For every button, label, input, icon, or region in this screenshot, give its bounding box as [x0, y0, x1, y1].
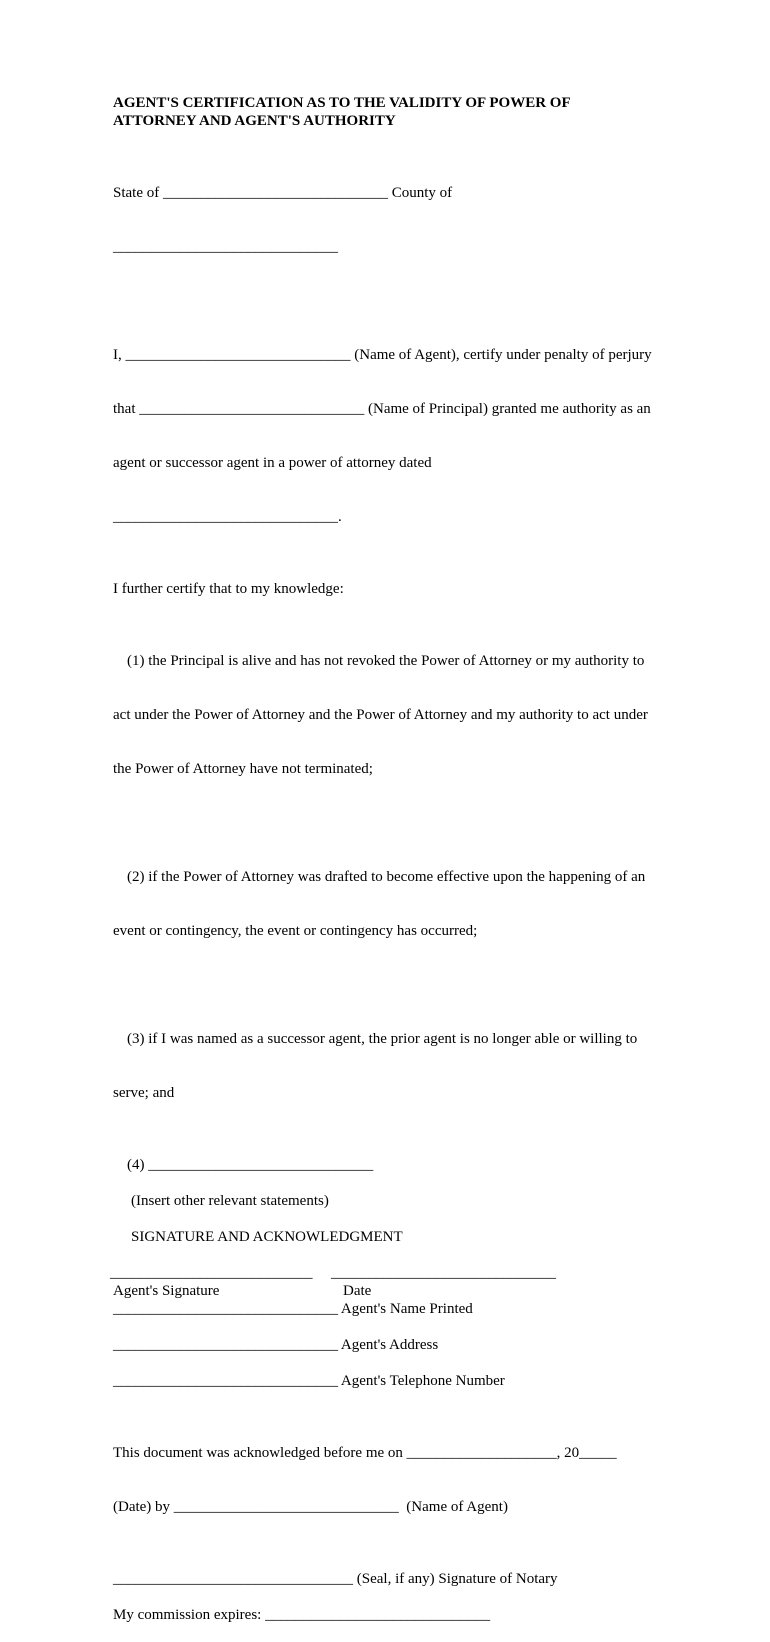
item-3-line-1: (3) if I was named as a successor agent, the prior agent is no longer able or willing to [127, 1031, 638, 1047]
notary-signature-line: ________________________________ (Seal, if any) Signature of Notary [113, 1571, 558, 1587]
item-2-line-1: (2) if the Power of Attorney was drafted to become effective upon the happening of an [127, 869, 646, 885]
item-1-line-1: (1) the Principal is alive and has not revoked the Power of Attorney or my authority to [127, 653, 645, 669]
agent-address: ______________________________ Agent's Address [113, 1337, 439, 1353]
commission-expires: My commission expires: ______________________________ [113, 1607, 491, 1623]
certify-line-3: agent or successor agent in a power of attorney dated [113, 455, 432, 471]
further-certify: I further certify that to my knowledge: [113, 581, 344, 597]
state-county-block [113, 148, 673, 292]
state-county-line-2: ______________________________ [113, 239, 338, 255]
agent-telephone: ______________________________ Agent's Telephone Number [113, 1373, 505, 1389]
certify-line-2: that ______________________________ (Name of Principal) granted me authority as an [113, 401, 651, 417]
agent-name-printed: ______________________________ Agent's Name Printed [113, 1301, 473, 1317]
certify-line-1: I, ______________________________ (Name of Agent), certify under penalty of perjury [113, 347, 652, 363]
document-page [110, 94, 673, 1642]
item-1 [113, 616, 673, 814]
item-3-line-2: serve; and [113, 1085, 175, 1101]
signature-acknowledgment-heading: SIGNATURE AND ACKNOWLEDGMENT [131, 1229, 403, 1245]
certification-paragraph [113, 310, 673, 562]
item-1-line-2: act under the Power of Attorney and the Power of Attorney and my authority to act under [113, 707, 648, 723]
item-4: (4) ______________________________ [127, 1157, 374, 1173]
item-2 [113, 832, 673, 976]
item-3 [113, 994, 673, 1138]
item-2-line-2: event or contingency, the event or contingency has occurred; [113, 923, 478, 939]
agent-signature-label: Agent's Signature [113, 1283, 220, 1299]
agent-signature-blank: ___________________________ [110, 1265, 313, 1281]
title-line-1: AGENT'S CERTIFICATION AS TO THE VALIDITY OF POWER OF [113, 95, 571, 111]
certify-line-4: ______________________________. [113, 509, 342, 525]
item-1-line-3: the Power of Attorney have not terminated; [113, 761, 373, 777]
signature-date-row [110, 1264, 673, 1300]
acknowledgment-line-2: (Date) by ______________________________ (Name of Agent) [113, 1499, 508, 1515]
acknowledgment-block [113, 1408, 673, 1552]
acknowledgment-line-1: This document was acknowledged before me on ____________________, 20_____ [113, 1445, 617, 1461]
state-county-line-1: State of ______________________________ County of [113, 185, 453, 201]
title-line-2: ATTORNEY AND AGENT'S AUTHORITY [113, 113, 396, 129]
date-label: Date [343, 1283, 372, 1299]
document-title [113, 94, 673, 130]
date-blank: ______________________________ [331, 1265, 556, 1281]
insert-other-statements: (Insert other relevant statements) [131, 1193, 329, 1209]
